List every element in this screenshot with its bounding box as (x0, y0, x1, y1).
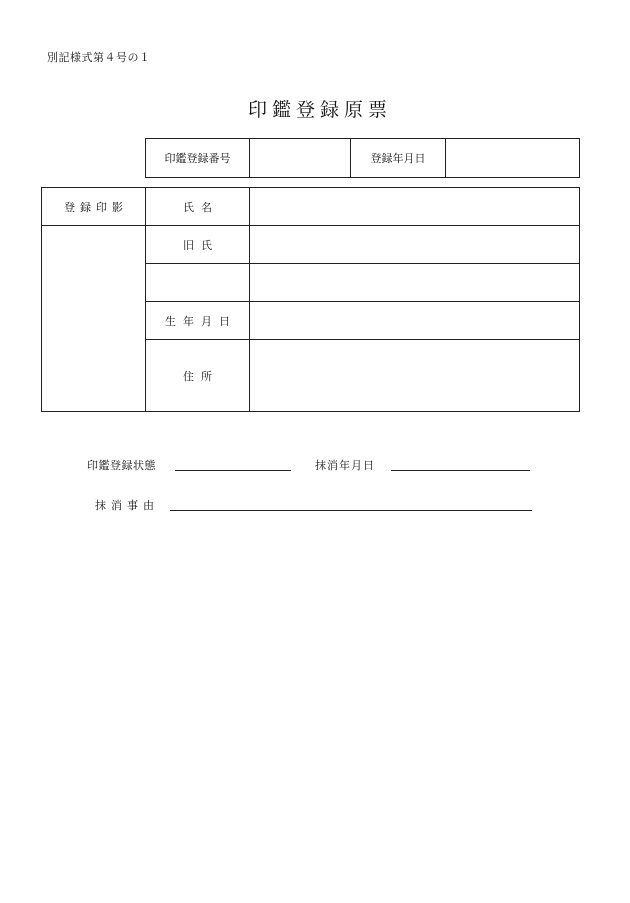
birth-date-label: 生年月日 (146, 302, 250, 340)
former-name-label: 旧氏 (146, 226, 250, 264)
name-row (42, 188, 580, 226)
document-title: 印鑑登録原票 (247, 99, 392, 121)
cancellation-date-line[interactable] (391, 470, 530, 471)
status-row (87, 457, 547, 475)
address-label: 住所 (146, 340, 250, 412)
registration-number-field[interactable] (250, 139, 351, 178)
seal-register-table (41, 187, 580, 412)
registration-date-label: 登録年月日 (351, 139, 446, 178)
blank-label-cell (146, 264, 250, 302)
cancellation-reason-line[interactable] (170, 510, 532, 511)
cancellation-reason-row (95, 497, 535, 515)
name-label: 氏名 (146, 188, 250, 226)
cancellation-reason-label: 抹消事由 (95, 499, 159, 512)
registration-header-table (145, 138, 580, 178)
registered-seal-label: 登録印影 (42, 188, 146, 226)
blank-field[interactable] (250, 264, 580, 302)
seal-impression-box[interactable] (42, 226, 146, 412)
registration-status-label: 印鑑登録状態 (87, 459, 156, 472)
former-name-field[interactable] (250, 226, 580, 264)
birth-date-field[interactable] (250, 302, 580, 340)
registration-date-field[interactable] (446, 139, 580, 178)
name-field[interactable] (250, 188, 580, 226)
registration-header-row (146, 139, 580, 178)
former-name-row (42, 226, 580, 264)
registration-number-label: 印鑑登録番号 (146, 139, 250, 178)
form-id-label: 別記様式第４号の１ (47, 51, 151, 64)
address-field[interactable] (250, 340, 580, 412)
registration-status-line[interactable] (175, 470, 291, 471)
cancellation-date-label: 抹消年月日 (315, 459, 375, 472)
